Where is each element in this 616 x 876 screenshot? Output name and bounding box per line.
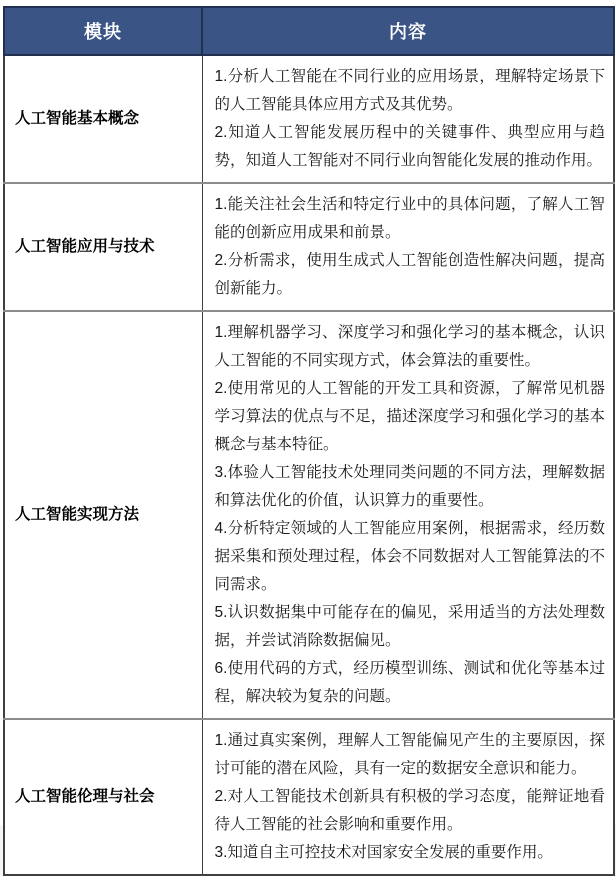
module-name: 人工智能实现方法 — [4, 311, 202, 719]
content-item: 3.知道自主可控技术对国家安全发展的重要作用。 — [214, 844, 553, 861]
table-row — [4, 719, 614, 875]
module-content — [202, 311, 614, 719]
module-name: 人工智能伦理与社会 — [4, 719, 202, 875]
module-content — [202, 183, 614, 311]
content-item: 3.体验人工智能技术处理同类问题的不同方法，理解数据和算法优化的价值，认识算力的重要性。 — [214, 464, 605, 509]
table-row — [4, 55, 614, 183]
content-item: 1.理解机器学习、深度学习和强化学习的基本概念，认识人工智能的不同实现方式，体会算法的重要性。 — [214, 324, 605, 369]
content-item: 2.知道人工智能发展历程中的关键事件、典型应用与趋势，知道人工智能对不同行业向智能化发展的推动作用。 — [214, 124, 605, 169]
table-row — [4, 183, 614, 311]
content-item: 6.使用代码的方式，经历模型训练、测试和优化等基本过程，解决较为复杂的问题。 — [214, 660, 605, 705]
content-item: 2.分析需求，使用生成式人工智能创造性解决问题，提高创新能力。 — [214, 252, 605, 297]
content-item: 5.认识数据集中可能存在的偏见，采用适当的方法处理数据，并尝试消除数据偏见。 — [214, 604, 605, 649]
content-item: 4.分析特定领域的人工智能应用案例，根据需求，经历数据采集和预处理过程，体会不同数据对人工智能算法的不同需求。 — [214, 520, 605, 593]
table-row — [4, 311, 614, 719]
module-content — [202, 55, 614, 183]
header-row — [4, 7, 614, 55]
header-module: 模块 — [4, 7, 202, 55]
module-content — [202, 719, 614, 875]
content-item: 2.对人工智能技术创新具有积极的学习态度，能辩证地看待人工智能的社会影响和重要作用。 — [214, 788, 605, 833]
header-content: 内容 — [202, 7, 614, 55]
content-item: 1.分析人工智能在不同行业的应用场景，理解特定场景下的人工智能具体应用方式及其优势。 — [214, 68, 605, 113]
content-item: 1.通过真实案例，理解人工智能偏见产生的主要原因，探讨可能的潜在风险，具有一定的数据安全意识和能力。 — [214, 732, 605, 777]
module-content-table — [3, 6, 615, 876]
module-name: 人工智能应用与技术 — [4, 183, 202, 311]
module-name: 人工智能基本概念 — [4, 55, 202, 183]
content-item: 1.能关注社会生活和特定行业中的具体问题，了解人工智能的创新应用成果和前景。 — [214, 196, 605, 241]
content-item: 2.使用常见的人工智能的开发工具和资源，了解常见机器学习算法的优点与不足，描述深度学习和强化学习的基本概念与基本特征。 — [214, 380, 605, 453]
table-body — [4, 55, 614, 875]
